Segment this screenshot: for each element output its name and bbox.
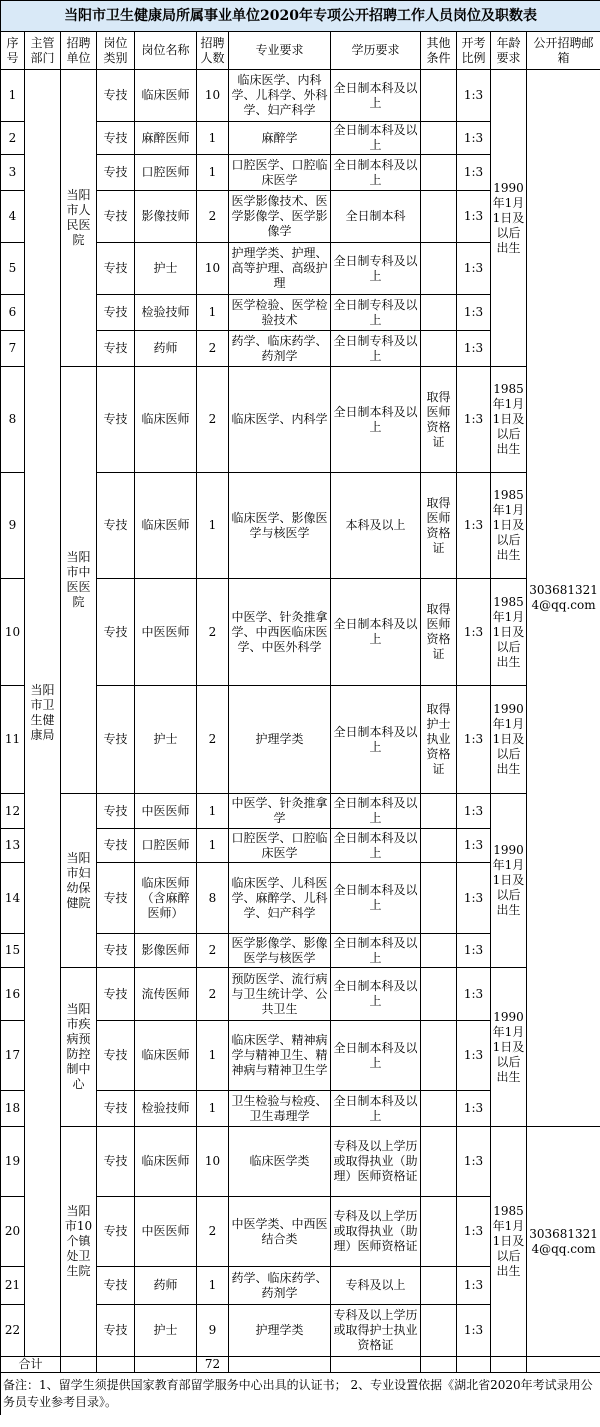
cell-category: 专技: [97, 829, 135, 863]
cell-age-group4: 1990年1月1日及以后出生: [491, 968, 527, 1127]
cell-ratio: 1:3: [457, 686, 491, 794]
cell-category: 专技: [97, 686, 135, 794]
cell-count: 2: [197, 367, 229, 473]
cell-ratio: 1:3: [457, 155, 491, 191]
total-empty-unit: [61, 1357, 97, 1373]
cell-count: 1: [197, 794, 229, 829]
cell-category: 专技: [97, 243, 135, 295]
cell-post: 影像医师: [135, 934, 197, 968]
cell-post: 护士: [135, 1305, 197, 1357]
cell-category: 专技: [97, 794, 135, 829]
total-empty-age: [491, 1357, 527, 1373]
cell-post: 中医医师: [135, 1197, 197, 1267]
cell-edu: 全日制本科及以上: [331, 155, 421, 191]
cell-post: 影像技师: [135, 191, 197, 243]
total-row: [1, 1357, 600, 1373]
cell-ratio: 1:3: [457, 794, 491, 829]
cell-major: 医学检验、医学检验技术: [229, 295, 331, 331]
cell-count: 10: [197, 1127, 229, 1197]
cell-ratio: 1:3: [457, 122, 491, 155]
cell-seq: 6: [1, 295, 25, 331]
total-empty-email: [527, 1357, 600, 1373]
cell-seq: 12: [1, 794, 25, 829]
cell-edu: 全日制本科及以上: [331, 122, 421, 155]
cell-ratio: 1:3: [457, 1021, 491, 1091]
cell-seq: 8: [1, 367, 25, 473]
cell-ratio: 1:3: [457, 1127, 491, 1197]
cell-other: [421, 1305, 457, 1357]
cell-other: 取得护士执业资格证: [421, 686, 457, 794]
cell-major: 临床医学类: [229, 1127, 331, 1197]
cell-major: 临床医学、影像医学与核医学: [229, 473, 331, 579]
cell-edu: 全日制专科及以上: [331, 295, 421, 331]
cell-major: 医学影像技术、医学影像学、医学影像学: [229, 191, 331, 243]
cell-email-group1: 3036813214@qq.com: [527, 70, 600, 1127]
cell-other: [421, 1197, 457, 1267]
cell-post: 口腔医师: [135, 829, 197, 863]
cell-age: 1985年1月1日及以后出生: [491, 367, 527, 473]
cell-post: 护士: [135, 243, 197, 295]
cell-count: 2: [197, 934, 229, 968]
cell-post: 中医医师: [135, 579, 197, 686]
cell-ratio: 1:3: [457, 829, 491, 863]
cell-category: 专技: [97, 295, 135, 331]
cell-edu: 专科及以上学历或取得护士执业资格证: [331, 1305, 421, 1357]
cell-post: 临床医师: [135, 473, 197, 579]
cell-seq: 16: [1, 968, 25, 1021]
cell-major: 护理学类: [229, 686, 331, 794]
cell-seq: 21: [1, 1267, 25, 1305]
cell-other: [421, 155, 457, 191]
cell-seq: 4: [1, 191, 25, 243]
cell-count: 2: [197, 1197, 229, 1267]
cell-major: 麻醉学: [229, 122, 331, 155]
cell-category: 专技: [97, 1021, 135, 1091]
total-empty-edu: [331, 1357, 421, 1373]
cell-unit-zhongyi: 当阳市中医医院: [61, 367, 97, 794]
cell-edu: 全日制专科及以上: [331, 331, 421, 367]
cell-other: [421, 863, 457, 934]
cell-other: 取得医师资格证: [421, 367, 457, 473]
cell-other: [421, 794, 457, 829]
total-empty-ratio: [457, 1357, 491, 1373]
cell-major: 卫生检验与检疫、卫生毒理学: [229, 1091, 331, 1127]
cell-category: 专技: [97, 1305, 135, 1357]
cell-age: 1985年1月1日及以后出生: [491, 473, 527, 579]
cell-ratio: 1:3: [457, 243, 491, 295]
cell-post: 临床医师: [135, 367, 197, 473]
header-count: 招聘人数: [197, 32, 229, 70]
cell-other: [421, 829, 457, 863]
header-other: 其他条件: [421, 32, 457, 70]
cell-post: 药师: [135, 331, 197, 367]
cell-count: 9: [197, 1305, 229, 1357]
cell-category: 专技: [97, 155, 135, 191]
cell-ratio: 1:3: [457, 295, 491, 331]
cell-other: 取得医师资格证: [421, 579, 457, 686]
header-post: 岗位名称: [135, 32, 197, 70]
table-row: [1, 794, 600, 829]
total-empty-other: [421, 1357, 457, 1373]
cell-count: 1: [197, 295, 229, 331]
cell-seq: 15: [1, 934, 25, 968]
cell-edu: 全日制本科及以上: [331, 829, 421, 863]
cell-major: 护理学类: [229, 1305, 331, 1357]
cell-category: 专技: [97, 331, 135, 367]
cell-edu: 全日制本科及以上: [331, 1021, 421, 1091]
cell-count: 2: [197, 968, 229, 1021]
cell-other: [421, 1127, 457, 1197]
cell-ratio: 1:3: [457, 863, 491, 934]
cell-edu: 全日制本科及以上: [331, 686, 421, 794]
total-empty-major: [229, 1357, 331, 1373]
cell-post: 麻醉医师: [135, 122, 197, 155]
table-title: 当阳市卫生健康局所属事业单位2020年专项公开招聘工作人员岗位及职数表: [1, 1, 600, 32]
cell-post: 药师: [135, 1267, 197, 1305]
cell-major: 预防医学、流行病与卫生统计学、公共卫生: [229, 968, 331, 1021]
cell-edu: 专科及以上学历或取得执业（助理）医师资格证: [331, 1197, 421, 1267]
cell-ratio: 1:3: [457, 1305, 491, 1357]
cell-count: 2: [197, 686, 229, 794]
cell-unit-jibing: 当阳市疾病预防控制中心: [61, 968, 97, 1127]
cell-post: 护士: [135, 686, 197, 794]
header-unit: 招聘单位: [61, 32, 97, 70]
cell-seq: 9: [1, 473, 25, 579]
total-label: 合计: [1, 1357, 61, 1373]
header-row: [1, 32, 600, 70]
cell-count: 1: [197, 473, 229, 579]
header-ratio: 开考比例: [457, 32, 491, 70]
cell-post: 临床医师: [135, 70, 197, 122]
cell-other: [421, 1267, 457, 1305]
cell-seq: 5: [1, 243, 25, 295]
cell-other: [421, 295, 457, 331]
cell-edu: 专科及以上: [331, 1267, 421, 1305]
cell-category: 专技: [97, 934, 135, 968]
cell-dept: 当阳市卫生健康局: [25, 70, 61, 1357]
cell-other: [421, 331, 457, 367]
header-major: 专业要求: [229, 32, 331, 70]
cell-count: 1: [197, 1021, 229, 1091]
cell-count: 2: [197, 331, 229, 367]
total-count: 72: [197, 1357, 229, 1373]
cell-post: 临床医师: [135, 1021, 197, 1091]
cell-category: 专技: [97, 367, 135, 473]
header-age: 年龄要求: [491, 32, 527, 70]
cell-edu: 全日制本科及以上: [331, 968, 421, 1021]
cell-other: [421, 122, 457, 155]
cell-count: 2: [197, 579, 229, 686]
cell-category: 专技: [97, 1197, 135, 1267]
cell-seq: 10: [1, 579, 25, 686]
cell-count: 10: [197, 70, 229, 122]
cell-age-group3: 1990年1月1日及以后出生: [491, 794, 527, 968]
cell-post: 检验技师: [135, 1091, 197, 1127]
cell-seq: 14: [1, 863, 25, 934]
cell-category: 专技: [97, 122, 135, 155]
cell-ratio: 1:3: [457, 1197, 491, 1267]
cell-other: [421, 1021, 457, 1091]
cell-seq: 17: [1, 1021, 25, 1091]
cell-seq: 22: [1, 1305, 25, 1357]
cell-age: 1990年1月1日及以后出生: [491, 686, 527, 794]
cell-edu: 全日制本科及以上: [331, 70, 421, 122]
header-dept: 主管部门: [25, 32, 61, 70]
cell-major: 临床医学、内科学、儿科学、外科学、妇产科学: [229, 70, 331, 122]
cell-major: 中医学、针灸推拿学: [229, 794, 331, 829]
cell-edu: 全日制本科及以上: [331, 794, 421, 829]
cell-ratio: 1:3: [457, 579, 491, 686]
cell-category: 专技: [97, 1267, 135, 1305]
cell-unit-renmin: 当阳市人民医院: [61, 70, 97, 367]
cell-major: 药学、临床药学、药剂学: [229, 331, 331, 367]
cell-edu: 全日制本科及以上: [331, 863, 421, 934]
cell-unit-zhen: 当阳市10个镇处卫生院: [61, 1127, 97, 1357]
cell-major: 中医学类、中西医结合类: [229, 1197, 331, 1267]
cell-major: 医学影像学、影像医学与核医学: [229, 934, 331, 968]
cell-category: 专技: [97, 579, 135, 686]
cell-category: 专技: [97, 1127, 135, 1197]
cell-count: 1: [197, 122, 229, 155]
cell-seq: 18: [1, 1091, 25, 1127]
cell-edu: 本科及以上: [331, 473, 421, 579]
cell-count: 1: [197, 1267, 229, 1305]
cell-ratio: 1:3: [457, 473, 491, 579]
cell-age-group5: 1985年1月1日及以后出生: [491, 1127, 527, 1357]
cell-category: 专技: [97, 191, 135, 243]
cell-major: 护理学类、护理、高等护理、高级护理: [229, 243, 331, 295]
cell-category: 专技: [97, 473, 135, 579]
cell-ratio: 1:3: [457, 331, 491, 367]
cell-ratio: 1:3: [457, 70, 491, 122]
cell-edu: 专科及以上学历或取得执业（助理）医师资格证: [331, 1127, 421, 1197]
header-seq: 序号: [1, 32, 25, 70]
cell-category: 专技: [97, 70, 135, 122]
cell-category: 专技: [97, 1091, 135, 1127]
cell-post: 临床医师（含麻醉医师）: [135, 863, 197, 934]
cell-other: [421, 934, 457, 968]
cell-seq: 20: [1, 1197, 25, 1267]
cell-age: 1985年1月1日及以后出生: [491, 579, 527, 686]
cell-ratio: 1:3: [457, 1267, 491, 1305]
cell-email-group5: 3036813214@qq.com: [527, 1127, 600, 1357]
cell-seq: 19: [1, 1127, 25, 1197]
note-row: [1, 1373, 600, 1415]
cell-count: 1: [197, 155, 229, 191]
cell-major: 临床医学、儿科医学、麻醉学、儿科学、妇产科学: [229, 863, 331, 934]
cell-major: 口腔医学、口腔临床医学: [229, 155, 331, 191]
table-row: [1, 70, 600, 122]
cell-seq: 13: [1, 829, 25, 863]
cell-count: 2: [197, 191, 229, 243]
table-row: [1, 1127, 600, 1197]
cell-post: 中医医师: [135, 794, 197, 829]
header-edu: 学历要求: [331, 32, 421, 70]
cell-major: 临床医学、精神病学与精神卫生、精神病与精神卫生学: [229, 1021, 331, 1091]
table-row: [1, 968, 600, 1021]
cell-category: 专技: [97, 968, 135, 1021]
total-empty-post: [135, 1357, 197, 1373]
cell-edu: 全日制专科及以上: [331, 243, 421, 295]
header-category: 岗位类别: [97, 32, 135, 70]
cell-edu: 全日制本科及以上: [331, 934, 421, 968]
cell-major: 中医学、针灸推拿学、中西医临床医学、中医外科学: [229, 579, 331, 686]
cell-count: 1: [197, 829, 229, 863]
cell-other: [421, 70, 457, 122]
table-note: 备注：1、留学生须提供国家教育部留学服务中心出具的认证书； 2、专业设置依据《湖北省2020年考试录用公务员专业参考目录》。: [1, 1373, 600, 1415]
cell-edu: 全日制本科及以上: [331, 1091, 421, 1127]
total-empty-category: [97, 1357, 135, 1373]
cell-ratio: 1:3: [457, 367, 491, 473]
cell-seq: 11: [1, 686, 25, 794]
cell-seq: 1: [1, 70, 25, 122]
cell-count: 1: [197, 1091, 229, 1127]
cell-count: 8: [197, 863, 229, 934]
cell-count: 10: [197, 243, 229, 295]
cell-ratio: 1:3: [457, 968, 491, 1021]
cell-edu: 全日制本科及以上: [331, 367, 421, 473]
cell-ratio: 1:3: [457, 934, 491, 968]
header-email: 公开招聘邮箱: [527, 32, 600, 70]
cell-major: 药学、临床药学、药剂学: [229, 1267, 331, 1305]
cell-age-group1: 1990年1月1日及以后出生: [491, 70, 527, 367]
cell-seq: 7: [1, 331, 25, 367]
table-row: [1, 367, 600, 473]
cell-unit-fuyou: 当阳市妇幼保健院: [61, 794, 97, 968]
cell-other: [421, 191, 457, 243]
cell-edu: 全日制本科: [331, 191, 421, 243]
cell-other: [421, 1091, 457, 1127]
cell-major: 临床医学、内科学: [229, 367, 331, 473]
cell-other: [421, 243, 457, 295]
cell-post: 流传医师: [135, 968, 197, 1021]
cell-ratio: 1:3: [457, 191, 491, 243]
cell-seq: 3: [1, 155, 25, 191]
cell-edu: 全日制本科及以上: [331, 579, 421, 686]
cell-major: 口腔医学、口腔临床医学: [229, 829, 331, 863]
cell-seq: 2: [1, 122, 25, 155]
cell-other: 取得医师资格证: [421, 473, 457, 579]
cell-post: 口腔医师: [135, 155, 197, 191]
cell-post: 临床医师: [135, 1127, 197, 1197]
cell-post: 检验技师: [135, 295, 197, 331]
cell-category: 专技: [97, 863, 135, 934]
cell-ratio: 1:3: [457, 1091, 491, 1127]
cell-other: [421, 968, 457, 1021]
